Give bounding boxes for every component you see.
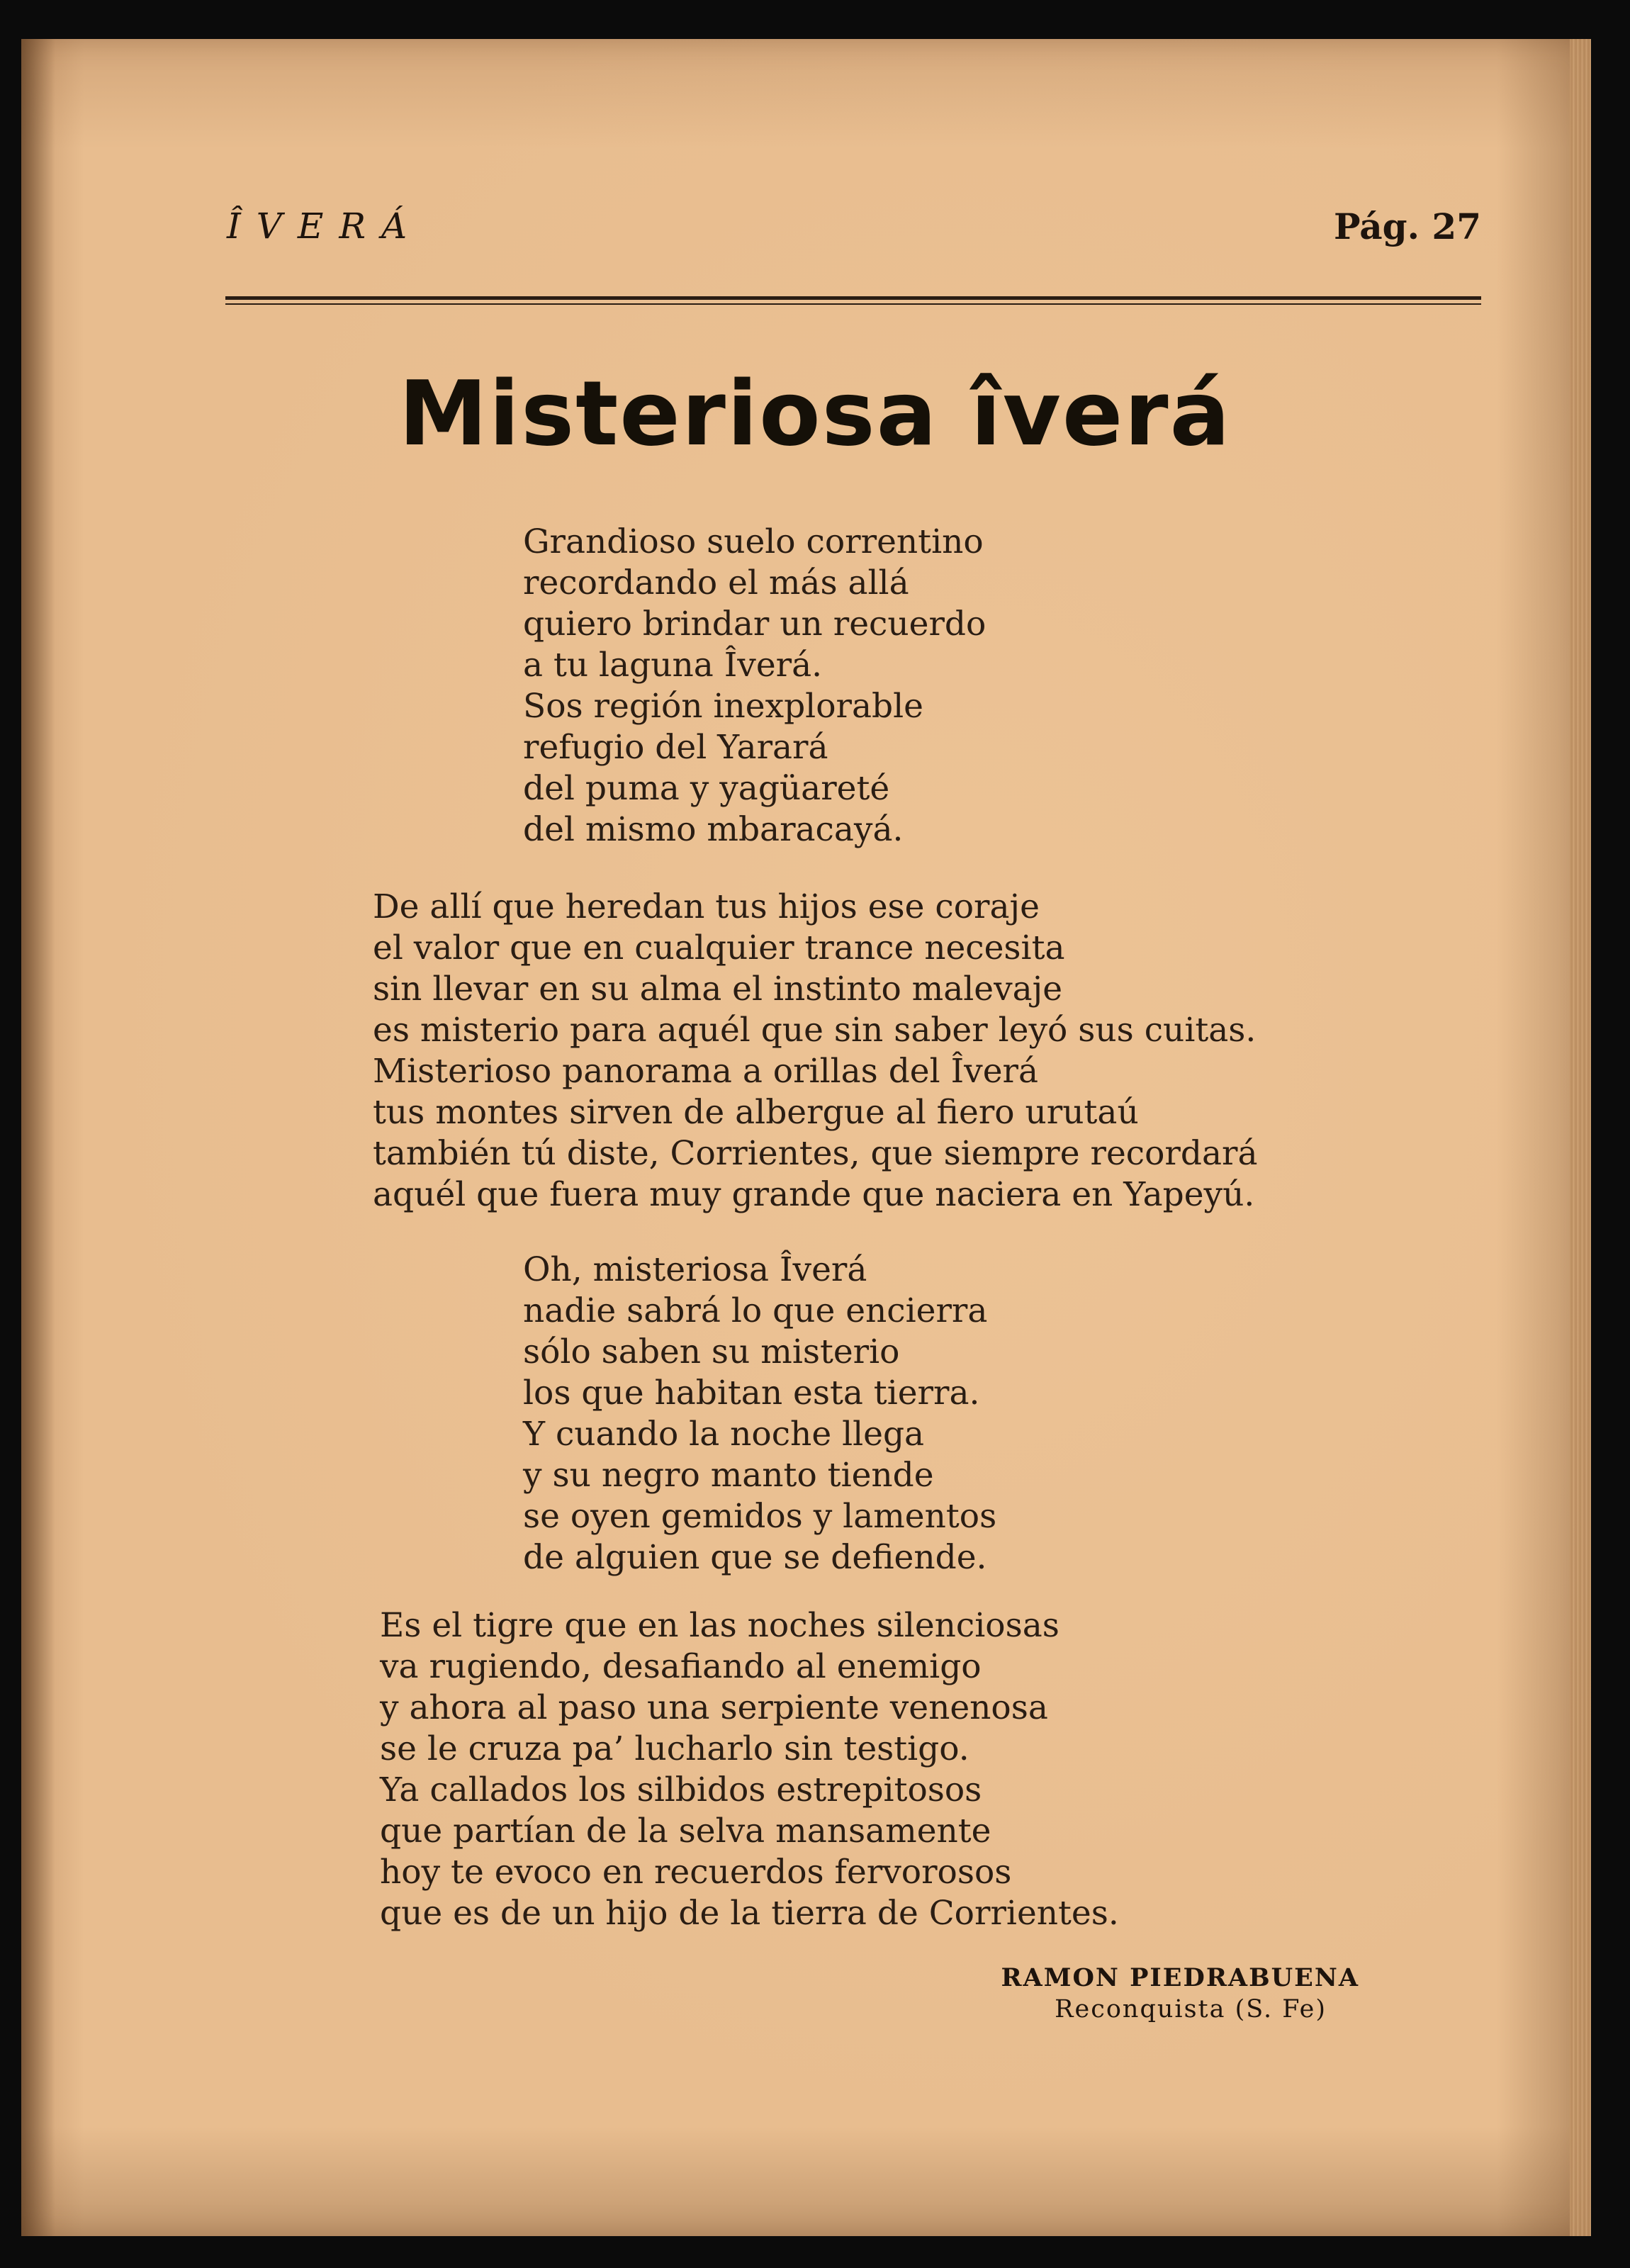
verse-line: el valor que en cualquier trance necesita — [373, 928, 1065, 967]
verse-line: aquél que fuera muy grande que naciera en Yapeyú. — [373, 1175, 1255, 1214]
verse-line: que partían de la selva mansamente — [380, 1812, 991, 1851]
verse-line: de alguien que se defiende. — [523, 1538, 987, 1577]
verse-line: también tú diste, Corrientes, que siempre recordará — [373, 1134, 1258, 1173]
verse-line: De allí que heredan tus hijos ese coraje — [373, 887, 1040, 926]
verse-line: Grandioso suelo correntino — [523, 522, 984, 561]
verse-line: sin llevar en su alma el instinto malevaje — [373, 970, 1063, 1009]
verse-line: y ahora al paso una serpiente venenosa — [380, 1688, 1048, 1727]
verse-line: hoy te evoco en recuerdos fervorosos — [380, 1853, 1012, 1892]
verse-line: quiero brindar un recuerdo — [523, 605, 987, 644]
verse-line: se oyen gemidos y lamentos — [523, 1497, 997, 1536]
verse-line: va rugiendo, desafiando al enemigo — [380, 1647, 982, 1686]
page-number: Pág. 27 — [1333, 206, 1481, 247]
verse-line: se le cruza pa’ lucharlo sin testigo. — [380, 1729, 969, 1768]
verse-line: del mismo mbaracayá. — [523, 810, 904, 849]
header-rule-thick — [225, 296, 1481, 300]
verse-line: tus montes sirven de albergue al fiero urutaú — [373, 1093, 1139, 1132]
running-title: ÎVERÁ — [227, 206, 423, 247]
verse-line: es misterio para aquél que sin saber leyó sus cuitas. — [373, 1011, 1257, 1050]
verse-line: nadie sabrá lo que encierra — [523, 1291, 988, 1330]
verse-line: sólo saben su misterio — [523, 1332, 900, 1371]
verse-line: refugio del Yarará — [523, 728, 828, 767]
page-header — [227, 206, 1481, 255]
verse-line: a tu laguna Îverá. — [523, 646, 823, 685]
verse-line: los que habitan esta tierra. — [523, 1374, 980, 1413]
verse-line: Y cuando la noche llega — [523, 1415, 925, 1454]
verse-line: que es de un hijo de la tierra de Corrientes. — [380, 1894, 1119, 1933]
verse-line: Ya callados los silbidos estrepitosos — [380, 1770, 982, 1809]
verse-line: del puma y yagüareté — [523, 769, 890, 808]
stanza-2 — [373, 887, 1257, 1216]
verse-line: Misterioso panorama a orillas del Îverá — [373, 1052, 1039, 1091]
verse-line: Oh, misteriosa Îverá — [523, 1250, 867, 1289]
stanza-1 — [523, 522, 986, 850]
poem-title: Misteriosa îverá — [398, 361, 1232, 466]
stanza-4 — [380, 1605, 1119, 1934]
verse-line: recordando el más allá — [523, 563, 909, 602]
author-name: RAMON PIEDRABUENA — [1001, 1963, 1359, 1992]
author-signature — [1001, 1963, 1359, 2025]
header-rule-thin — [225, 303, 1481, 305]
verse-line: Sos región inexplorable — [523, 687, 923, 726]
stanza-3 — [523, 1250, 996, 1578]
verse-line: y su negro manto tiende — [523, 1456, 934, 1495]
author-place: Reconquista (S. Fe) — [1055, 1995, 1327, 2023]
verse-line: Es el tigre que en las noches silenciosas — [380, 1606, 1060, 1645]
